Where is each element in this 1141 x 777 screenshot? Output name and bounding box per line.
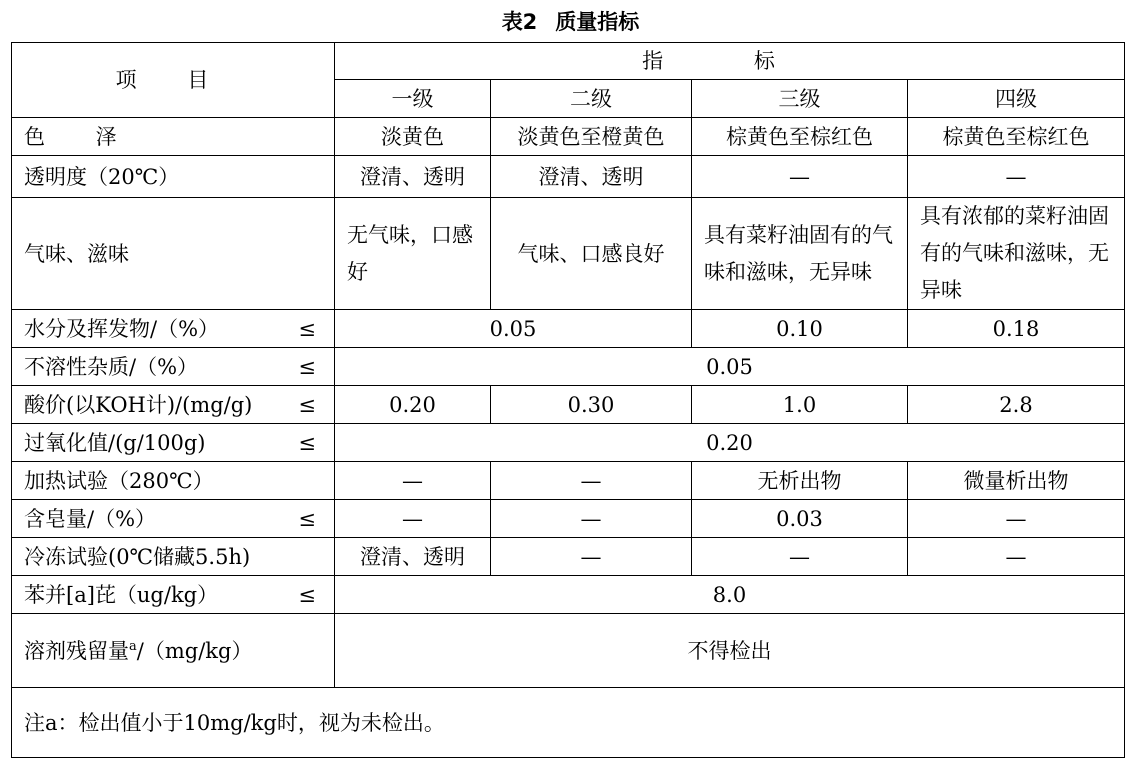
table-title	[0, 6, 1141, 38]
cell: 澄清、透明	[335, 538, 491, 576]
header-indicator: 指 标	[335, 43, 1125, 80]
table-row	[12, 118, 1125, 156]
table-row	[12, 538, 1125, 576]
leq-symbol: ≤	[298, 392, 316, 417]
cell: 澄清、透明	[335, 156, 491, 198]
cell: 0.05	[335, 310, 692, 348]
cell: 0.05	[335, 348, 1125, 386]
cell: —	[908, 500, 1125, 538]
row-label-peroxide: 过氧化值/(g/100g) ≤	[12, 424, 335, 462]
cell: 气味、口感良好	[491, 198, 692, 310]
quality-table	[11, 42, 1125, 758]
cell: 具有浓郁的菜籽油固有的气味和滋味，无异味	[908, 198, 1125, 310]
cell: 微量析出物	[908, 462, 1125, 500]
cell: —	[692, 538, 908, 576]
cell: —	[491, 538, 692, 576]
table-row	[12, 156, 1125, 198]
grade-4: 四级	[908, 80, 1125, 118]
table-row	[12, 198, 1125, 310]
row-label-clarity: 透明度（20℃）	[12, 156, 335, 198]
cell: 具有菜籽油固有的气味和滋味，无异味	[692, 198, 908, 310]
cell: 淡黄色至橙黄色	[491, 118, 692, 156]
cell: —	[908, 538, 1125, 576]
cell: 0.03	[692, 500, 908, 538]
cell: 0.18	[908, 310, 1125, 348]
table-number: 表2	[501, 10, 538, 34]
leq-symbol: ≤	[298, 582, 316, 607]
cell: 棕黄色至棕红色	[908, 118, 1125, 156]
table-row	[12, 386, 1125, 424]
table-row	[12, 500, 1125, 538]
footnote: 注a：检出值小于10mg/kg时，视为未检出。	[12, 688, 1125, 758]
cell: 2.8	[908, 386, 1125, 424]
header-row	[12, 43, 1125, 80]
table-row	[12, 348, 1125, 386]
grade-3: 三级	[692, 80, 908, 118]
row-label-odor: 气味、滋味	[12, 198, 335, 310]
table-row	[12, 576, 1125, 614]
cell: 澄清、透明	[491, 156, 692, 198]
row-label-moisture: 水分及挥发物/（%） ≤	[12, 310, 335, 348]
footnote-marker: a	[129, 638, 137, 654]
cell: —	[335, 462, 491, 500]
leq-symbol: ≤	[298, 430, 316, 455]
leq-symbol: ≤	[298, 316, 316, 341]
cell: —	[908, 156, 1125, 198]
cell: 无气味，口感好	[335, 198, 491, 310]
cell: —	[491, 500, 692, 538]
cell: 0.10	[692, 310, 908, 348]
cell: —	[335, 500, 491, 538]
row-label-solvent: 溶剂残留量$^a$/（mg/kg）	[12, 614, 335, 688]
table-row	[12, 462, 1125, 500]
leq-symbol: ≤	[298, 354, 316, 379]
cell: —	[692, 156, 908, 198]
cell: 0.20	[335, 386, 491, 424]
cell: 无析出物	[692, 462, 908, 500]
cell: 0.30	[491, 386, 692, 424]
row-label-heating: 加热试验（280℃）	[12, 462, 335, 500]
cell: —	[491, 462, 692, 500]
cell: 淡黄色	[335, 118, 491, 156]
cell: 0.20	[335, 424, 1125, 462]
row-label-soap: 含皂量/（%） ≤	[12, 500, 335, 538]
cell: 1.0	[692, 386, 908, 424]
cell: 不得检出	[335, 614, 1125, 688]
table-row	[12, 424, 1125, 462]
table-row	[12, 614, 1125, 688]
grade-1: 一级	[335, 80, 491, 118]
row-label-acid: 酸价(以KOH计)/(mg/g) ≤	[12, 386, 335, 424]
row-label-bap: 苯并[a]芘（ug/kg） ≤	[12, 576, 335, 614]
table-title-text: 质量指标	[555, 10, 640, 34]
grade-2: 二级	[491, 80, 692, 118]
row-label-color: 色 泽	[12, 118, 335, 156]
cell: 棕黄色至棕红色	[692, 118, 908, 156]
row-label-insoluble: 不溶性杂质/（%） ≤	[12, 348, 335, 386]
cell: 8.0	[335, 576, 1125, 614]
leq-symbol: ≤	[298, 506, 316, 531]
header-item: 项 目	[12, 43, 335, 118]
note-row	[12, 688, 1125, 758]
table-row	[12, 310, 1125, 348]
row-label-freeze: 冷冻试验(0℃储藏5.5h)	[12, 538, 335, 576]
